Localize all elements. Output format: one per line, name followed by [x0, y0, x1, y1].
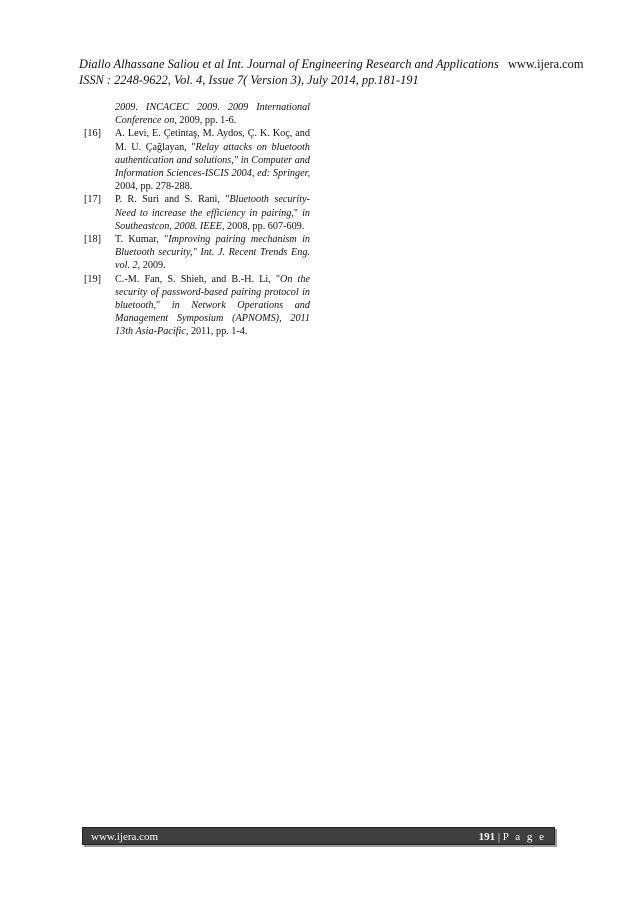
footer-website: www.ijera.com	[91, 831, 159, 843]
reference-19: [19] C.-M. Fan, S. Shieh, and B.-H. Li, "On the security of password-based pairing protocol in bluetooth," in Network Operations and Management Symposium (APNOMS), 2011 13th Asia-Pacific, 2011, pp. 1-4.	[84, 273, 310, 338]
journal-citation: Diallo Alhassane Saliou et al Int. Journal of Engineering Research and Applications	[79, 57, 499, 71]
reference-number: [19]	[84, 273, 101, 285]
reference-17: [17] P. R. Suri and S. Rani, "Bluetooth security-Need to increase the efficiency in pairing," in Southeastcon, 2008. IEEE, 2008, pp. 607-609.	[84, 194, 310, 232]
reference-number: [16]	[84, 128, 101, 140]
reference-16: [16] A. Levi, E. Çetintaş, M. Aydos, Ç. K. Koç, and M. U. Çağlayan, "Relay attacks on bluetooth authentication and solutions," in Computer and Information Sciences-ISCIS 2004, ed: Springer, 2004, pp. 278-288.	[84, 128, 310, 193]
reference-continued: 2009. INCACEC 2009. 2009 International Conference on, 2009, pp. 1-6.	[115, 102, 310, 127]
reference-number: [17]	[84, 194, 101, 206]
issn-line: ISSN : 2248-9622, Vol. 4, Issue 7( Version 3), July 2014, pp.181-191	[79, 73, 419, 87]
journal-website: www.ijera.com	[507, 57, 584, 71]
page-header	[79, 56, 584, 88]
reference-number: [18]	[84, 234, 101, 246]
page-footer	[82, 827, 555, 845]
header-line-1	[79, 56, 584, 72]
reference-18: [18] T. Kumar, "Improving pairing mechanism in Bluetooth security," Int. J. Recent Trends Eng. vol. 2, 2009.	[84, 234, 310, 272]
reference-list	[84, 101, 310, 339]
page-number: 191 | P a g e	[478, 831, 546, 843]
